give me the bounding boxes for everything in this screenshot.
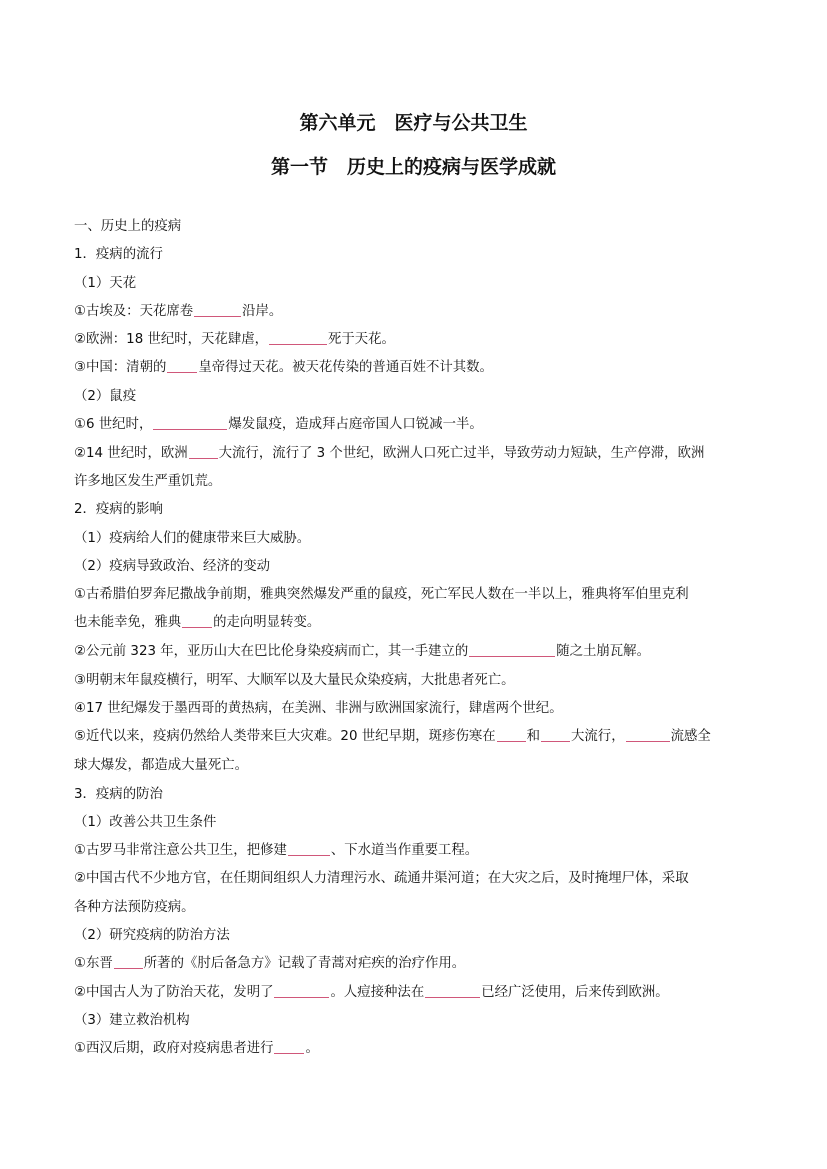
text-line [74, 870, 689, 888]
line-text: 球大爆发，都造成大量死亡。 [74, 758, 249, 773]
line-text: 的走向明显转变。 [213, 615, 321, 630]
line-text: 。人痘接种法在 [330, 985, 425, 1000]
text-line [74, 927, 230, 945]
line-text: （3）建立救治机构 [74, 1013, 190, 1028]
text-line [74, 388, 136, 406]
text-line [74, 246, 163, 264]
text-line [74, 331, 395, 349]
line-text: 皇帝得过天花。被天花传染的普通百姓不计其数。 [198, 360, 493, 375]
line-text: （1）天花 [74, 276, 137, 291]
line-text: ①东晋 [74, 956, 113, 971]
fill-in-blank[interactable] [541, 728, 570, 742]
line-text: 2．疫病的影响 [74, 502, 163, 517]
text-line [74, 757, 248, 775]
fill-in-blank[interactable] [153, 416, 227, 430]
line-text: ①6 世纪时， [74, 417, 153, 432]
fill-in-blank[interactable] [189, 445, 218, 459]
line-text: ①西汉后期，政府对疫病患者进行 [74, 1041, 274, 1056]
text-line [74, 786, 163, 804]
line-text: 1．疫病的流行 [74, 247, 163, 262]
line-text: （2）疫病导致政治、经济的变动 [74, 559, 270, 574]
fill-in-blank[interactable] [194, 303, 241, 317]
line-text: 大流行， [571, 729, 625, 744]
line-text: 各种方法预防疫病。 [74, 900, 195, 915]
line-text: 流感全 [670, 729, 711, 744]
text-line [74, 700, 563, 718]
fill-in-blank[interactable] [497, 728, 526, 742]
line-text: ④17 世纪爆发于墨西哥的黄热病，在美洲、非洲与欧洲国家流行，肆虐两个世纪。 [74, 701, 563, 716]
text-line [74, 303, 282, 321]
line-text: ③明朝末年鼠疫横行，明军、大顺军以及大量民众染疫病，大批患者死亡。 [74, 673, 515, 688]
text-line [74, 586, 689, 604]
line-text: 所著的《肘后备急方》记载了青蒿对疟疾的治疗作用。 [143, 956, 466, 971]
line-text: 、下水道当作重要工程。 [330, 843, 479, 858]
line-text: ②公元前 323 年，亚历山大在巴比伦身染疫病而亡，其一手建立的 [74, 644, 469, 659]
line-text: ②14 世纪时，欧洲 [74, 446, 188, 461]
text-line [74, 842, 478, 860]
text-line [74, 530, 310, 548]
text-line [74, 728, 711, 746]
line-text: ①古埃及：天花席卷 [74, 304, 194, 319]
line-text: ③中国：清朝的 [74, 360, 167, 375]
line-text: ①古罗马非常注意公共卫生，把修建 [74, 843, 287, 858]
text-line [74, 1040, 319, 1058]
line-text: ⑤近代以来，疫病仍然给人类带来巨大灾难。20 世纪早期，斑疹伤寒在 [74, 729, 496, 744]
fill-in-blank[interactable] [274, 1040, 304, 1054]
fill-in-blank[interactable] [469, 643, 555, 657]
line-text: 也未能幸免，雅典 [74, 615, 182, 630]
line-text: ①古希腊伯罗奔尼撒战争前期，雅典突然爆发严重的鼠疫，死亡军民人数在一半以上，雅典将军伯里克利 [74, 587, 689, 602]
fill-in-blank[interactable] [274, 984, 329, 998]
line-text: （1）改善公共卫生条件 [74, 815, 217, 830]
fill-in-blank[interactable] [114, 955, 143, 969]
text-line [74, 814, 216, 832]
line-text: 沿岸。 [242, 304, 283, 319]
line-text: ②中国古代不少地方官，在任期间组织人力清理污水、疏通井渠河道；在大灾之后，及时掩埋尸体，采取 [74, 871, 689, 886]
text-line [74, 614, 320, 632]
fill-in-blank[interactable] [425, 984, 480, 998]
text-line [74, 558, 270, 576]
line-text: 许多地区发生严重饥荒。 [74, 474, 222, 489]
line-text: （1）疫病给人们的健康带来巨大威胁。 [74, 531, 311, 546]
fill-in-blank[interactable] [182, 614, 212, 628]
text-line [74, 501, 163, 519]
line-text: 已经广泛使用，后来传到欧洲。 [481, 985, 669, 1000]
text-line [74, 1012, 190, 1030]
line-text: 3．疫病的防治 [74, 787, 163, 802]
text-line [74, 275, 136, 293]
line-text: ②中国古人为了防治天花，发明了 [74, 985, 274, 1000]
line-text: 随之土崩瓦解。 [556, 644, 650, 659]
line-text: 。 [305, 1041, 319, 1056]
section-title: 第一节 历史上的疫病与医学成就 [270, 156, 556, 178]
text-line [74, 955, 465, 973]
line-text: 和 [526, 729, 541, 744]
line-text: 大流行，流行了 3 个世纪，欧洲人口死亡过半，导致劳动力短缺，生产停滞，欧洲 [218, 446, 705, 461]
fill-in-blank[interactable] [269, 331, 327, 345]
fill-in-blank[interactable] [167, 359, 197, 373]
text-line [74, 899, 195, 917]
line-text: 一、历史上的疫病 [74, 219, 182, 234]
text-line [74, 643, 650, 661]
text-line [74, 218, 181, 236]
fill-in-blank[interactable] [288, 842, 330, 856]
line-text: （2）鼠疫 [74, 389, 137, 404]
text-line [74, 473, 221, 491]
text-line [74, 984, 669, 1002]
line-text: 爆发鼠疫，造成拜占庭帝国人口锐减一半。 [228, 417, 483, 432]
text-line [74, 445, 704, 463]
line-text: （2）研究疫病的防治方法 [74, 928, 230, 943]
fill-in-blank[interactable] [626, 728, 670, 742]
unit-title: 第六单元 医疗与公共卫生 [299, 112, 528, 134]
line-text: ②欧洲：18 世纪时，天花肆虐， [74, 332, 268, 347]
text-line [74, 359, 493, 377]
text-line [74, 416, 483, 434]
line-text: 死于天花。 [328, 332, 395, 347]
text-line [74, 672, 515, 690]
